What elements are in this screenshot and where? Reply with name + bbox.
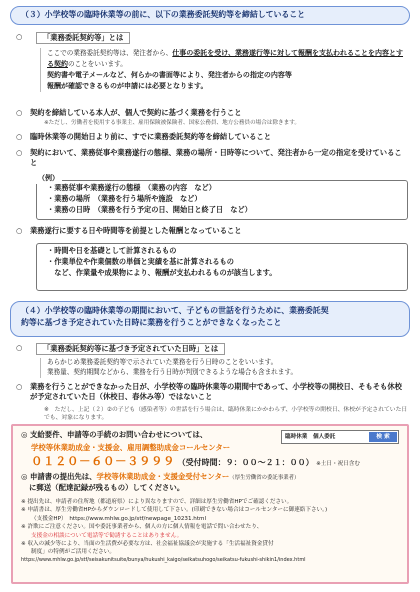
- contract-def-text-1c: のことをいいます。: [68, 59, 127, 68]
- requirement-item-5: [16, 382, 408, 403]
- payment-basis-line: ・時間や日を基礎として計算されるもの: [47, 246, 177, 255]
- contract-term-label: 「業務委託契約等」とは: [36, 32, 130, 44]
- circle-bullet-icon: ○: [16, 343, 23, 352]
- example-line: ・業務の日時 （業務を行う予定の日、開始日と終了日 など）: [47, 204, 252, 214]
- circle-bullet-icon: ○: [16, 226, 23, 235]
- section4-title-2: 約等に基づき予定されていた日時に業務を行うことができなくなったこと: [21, 317, 282, 327]
- scheduled-def-2: 業務量、契約期間などから、業務を行う日時が判別できるような場合も含まれます。: [47, 367, 298, 376]
- phone-hours: （受付時間：９：００～２１：００）: [177, 458, 314, 467]
- example-tag: （例）: [35, 173, 62, 184]
- payment-basis-line: など、作業量や成果物により、報酬が支払われるものが該当します。: [47, 267, 277, 277]
- fine-note: ※ 申請書は、厚生労働省HPからダウンロードして使用して下さい。(印刷できない場合はコールセンターに御連絡下さい。): [21, 507, 328, 514]
- payment-basis-box: [36, 243, 408, 291]
- scheduled-term-heading: [16, 343, 408, 355]
- welfare-url[interactable]: https://www.mhlw.go.jp/stf/seisakunitsuite/bunya/hukushi_kaigo/seikatsuhogo/seikatsu-fukushi-shikin1/index.html: [21, 556, 306, 563]
- fine-notes: [21, 498, 403, 564]
- requirement-item-1-text: 契約を締結している本人が、個人で契約に基づく業務を行うこと: [30, 108, 242, 117]
- contract-def-text-2: 契約書や電子メールなど、何らかの書面等により、発注者からの指定の内容等: [47, 70, 292, 79]
- contract-def-text-1: ここでの業務委託契約等は、発注者から、: [47, 49, 173, 57]
- payment-basis-line: ・作業単位や作業個数の単価と実績を基に計算されるもの: [47, 256, 234, 266]
- fine-note: 制度」の特例がご活用ください。: [31, 549, 115, 556]
- requirement-item-4: [16, 226, 408, 236]
- example-line: ・業務従事や業務遂行の態様 （業務の内容 など）: [47, 183, 216, 192]
- requirement-item-2-text: 臨時休業等の開始日より前に、すでに業務委託契約等を締結していること: [30, 132, 272, 141]
- phone-line: [31, 453, 360, 470]
- circle-bullet-icon: ○: [16, 32, 23, 41]
- contact-intro: ◎ 支給要件、申請等の手続のお問い合わせについては、: [21, 430, 208, 439]
- requirement-item-3: [16, 148, 408, 169]
- fine-note: [21, 523, 403, 531]
- section4-title-1: （４）小学校等の臨時休業等の期間において、子どもの世話を行うために、業務委託契: [21, 306, 329, 315]
- scheduled-def-1: あらかじめ業務委託契約等で示されていた業務を行う日時のことをいいます。: [47, 358, 278, 366]
- section3-header: [10, 6, 410, 25]
- contract-definition: [40, 48, 408, 92]
- search-box[interactable]: [281, 430, 399, 444]
- requirement-item-5-note: ※ ただし、上記（２）②の子ども（感染者等）の世話を行う場合は、臨時休業にかかわらず、小学校等の開校日、休校が予定されていた日でも、対象になります。: [44, 407, 408, 422]
- phone-number[interactable]: ０１２０－６０－３９９９: [31, 454, 175, 468]
- search-keyword: 臨時休業 個人委託: [285, 434, 336, 440]
- requirement-item-3-text: 契約において、業務従事や業務遂行の態様、業務の場所・日時等について、発注者から一定の指定を受けていること: [30, 148, 402, 168]
- section4-header: [10, 301, 410, 337]
- circle-bullet-icon: ○: [16, 132, 23, 141]
- section3-title: （３）小学校等の臨時休業等の前に、以下の業務委託契約等を締結していること: [21, 10, 306, 19]
- submission-center-note: （厚生労働省の委託事業者）: [229, 475, 300, 481]
- contact-box: [11, 424, 409, 584]
- search-button[interactable]: 検 索: [369, 432, 397, 442]
- scheduled-term-label: 「業務委託契約等に基づき予定されていた日時」とは: [36, 343, 225, 355]
- contract-term-heading: [16, 32, 408, 44]
- requirement-item-5-text: 業務を行うことができなかった日が、小学校等の臨時休業等の期間中であって、小学校等の開校日、そもそも休校が予定されていた日（休校日、春休み等）ではないこと: [30, 382, 402, 402]
- contract-def-emphasis: 仕事の委託を受け、業務遂行等に対して報酬を支払われることを内容とする契約: [47, 49, 404, 68]
- fine-note: ※ 収入の減少等により、当面の生活費が必要な方は、社会福祉協議会が実施する「生活福祉資金貸付: [21, 540, 274, 547]
- requirement-item-1-note: ※ただし、労働者を使用する事業主、雇用保険被保険者、国家公務員、地方公務員の場合は除きます。: [44, 120, 300, 126]
- fraud-warning-2: 支援金の相談について電話等で勧誘することはありません。: [31, 532, 183, 539]
- requirement-item-4-text: 業務遂行に要する日や時間等を前提とした報酬となっていること: [30, 226, 242, 235]
- support-url[interactable]: （支援金HP） https://www.mhlw.go.jp/stf/newpage_10231.html: [31, 515, 207, 522]
- contract-def-text-2b: 報酬が確認できるものが申請には必要となります。: [47, 81, 208, 90]
- submission-center-name: 学校等休業助成金・支援金受付センター: [96, 472, 230, 481]
- submission-text-a: ◎ 申請書の提出先は、: [21, 472, 97, 481]
- scheduled-definition: [40, 358, 408, 378]
- fine-note: ※ 提出先は、申請者の住所地（都道府県）により異なりますので、詳細は厚生労働省HPでご確認ください。: [21, 499, 293, 505]
- phone-hours-note: ※土日・祝日含む: [316, 461, 360, 467]
- example-box: [36, 174, 408, 220]
- circle-bullet-icon: ○: [16, 148, 23, 157]
- submission-line-2: に郵送（配達記録が残るもの）してください。: [29, 483, 185, 492]
- circle-bullet-icon: ○: [16, 108, 23, 117]
- fraud-warning: ※ 許欺にご注意ください。国や委託事業者から、個人の方に個人情報を電話で問い合わせたり、: [21, 524, 263, 531]
- circle-bullet-icon: ○: [16, 382, 23, 391]
- requirement-item-1: [16, 108, 408, 118]
- requirement-item-2: [16, 132, 408, 142]
- example-line: ・業務の場所 （業務を行う場所や施設 など）: [47, 193, 202, 203]
- call-center-name: 学校等休業助成金・支援金、雇用調整助成金コールセンター: [31, 443, 231, 452]
- submission-line: [21, 472, 299, 483]
